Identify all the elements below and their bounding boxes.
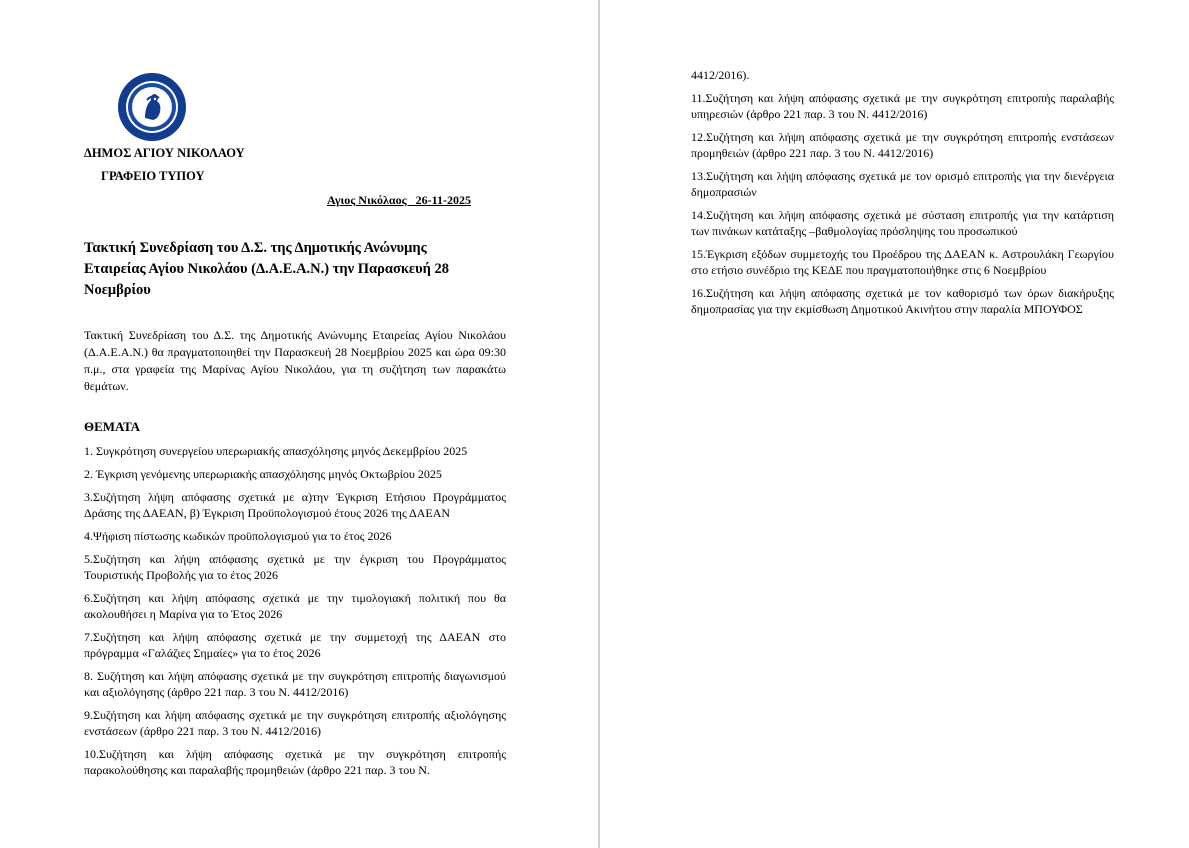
- topic-item: 14.Συζήτηση και λήψη απόφασης σχετικά με σύσταση επιτροπής για την κατάρτιση των πινάκων κατάταξης –βαθμολογίας πρόσληψης του προσωπικού: [691, 208, 1114, 238]
- place-date: Αγιος Νικόλαος 26-11-2025: [327, 193, 471, 207]
- office-name: ΓΡΑΦΕΙΟ ΤΥΠΟΥ: [101, 169, 205, 183]
- announcement-title: Τακτική Συνεδρίαση του Δ.Σ. της Δημοτικής Ανώνυμης Εταιρείας Αγίου Νικολάου (Δ.Α.Ε.Α.Ν.) την Παρασκευή 28 Νοεμβρίου: [84, 240, 449, 298]
- topics-heading: ΘΕΜΑΤΑ: [84, 419, 140, 434]
- topic-item: 13.Συζήτηση και λήψη απόφασης σχετικά με τον ορισμό επιτροπής για την διενέργεια δημοπρασιών: [691, 169, 1114, 199]
- topic-item: 10.Συζήτηση και λήψη απόφασης σχετικά με την συγκρότηση επιτροπής παρακολούθησης και παραλαβής προμηθειών (άρθρο 221 παρ. 3 του Ν.: [84, 747, 506, 777]
- topics-list-left: [84, 443, 506, 785]
- topic-item: 15.Έγκριση εξόδων συμμετοχής του Προέδρου της ΔΑΕΑΝ κ. Αστρουλάκη Γεωργίου στο ετήσιο συνέδριο της ΚΕΔΕ που πραγματοποιήθηκε στις 6 Νοεμβρίου: [691, 247, 1114, 277]
- topic-item: 7.Συζήτηση και λήψη απόφασης σχετικά με την συμμετοχή της ΔΑΕΑΝ στο πρόγραμμα «Γαλάζιες Σημαίες» για το έτος 2026: [84, 630, 506, 660]
- topic-item: 16.Συζήτηση και λήψη απόφασης σχετικά με τον καθορισμό των όρων διακήρυξης δημοπρασίας για την εκμίσθωση Δημοτικού Ακινήτου στην παραλία ΜΠΟΥΦΟΣ: [691, 286, 1114, 316]
- topic-item: 12.Συζήτηση και λήψη απόφασης σχετικά με την συγκρότηση επιτροπής ενστάσεων προμηθειών (άρθρο 221 παρ. 3 του Ν. 4412/2016): [691, 130, 1114, 160]
- topic-item: 2. Έγκριση γενόμενης υπερωριακής απασχόλησης μηνός Οκτωβρίου 2025: [84, 467, 442, 481]
- topics-list-right: [691, 67, 1114, 324]
- topic-item: 6.Συζήτηση και λήψη απόφασης σχετικά με την τιμολογιακή πολιτική που θα ακολουθήσει η Μαρίνα για το Έτος 2026: [84, 591, 506, 621]
- intro-paragraph: Τακτική Συνεδρίαση του Δ.Σ. της Δημοτικής Ανώνυμης Εταιρείας Αγίου Νικολάου (Δ.Α.Ε.Α.Ν.) θα πραγματοποιηθεί την Παρασκευή 28 Νοεμβρίου 2025 και ώρα 09:30 π.μ., στα γραφεία της Μαρίνας Αγίου Νικολάου, για τη συζήτηση των παρακάτω θεμάτων.: [84, 328, 506, 393]
- topic-item: 5.Συζήτηση και λήψη απόφασης σχετικά με την έγκριση του Προγράμματος Τουριστικής Προβολής για το έτος 2026: [84, 552, 506, 582]
- topic-item: 1. Συγκρότηση συνεργείου υπερωριακής απασχόλησης μηνός Δεκεμβρίου 2025: [84, 444, 468, 458]
- topic-item: 4412/2016).: [691, 68, 750, 82]
- organization-name: ΔΗΜΟΣ ΑΓΙΟΥ ΝΙΚΟΛΑΟΥ: [84, 146, 245, 160]
- topic-item: 11.Συζήτηση και λήψη απόφασης σχετικά με την συγκρότηση επιτροπής παραλαβής υπηρεσιών (άρθρο 221 παρ. 3 του Ν. 4412/2016): [691, 91, 1114, 121]
- topic-item: 9.Συζήτηση και λήψη απόφασης σχετικά με την συγκρότηση επιτροπής αξιολόγησης ενστάσεων (άρθρο 221 παρ. 3 του Ν. 4412/2016): [84, 708, 506, 738]
- topic-item: 8. Συζήτηση και λήψη απόφασης σχετικά με την συγκρότηση επιτροπής διαγωνισμού και αξιολόγησης (άρθρο 221 παρ. 3 του Ν. 4412/2016): [84, 669, 506, 699]
- topic-item: 3.Συζήτηση λήψη απόφασης σχετικά με α)την Έγκριση Ετήσιου Προγράμματος Δράσης της ΔΑΕΑΝ, β) Έγκριση Προϋπολογισμού έτους 2026 της ΔΑΕΑΝ: [84, 490, 506, 520]
- topic-item: 4.Ψήφιση πίστωσης κωδικών προϋπολογισμού για το έτος 2026: [84, 529, 392, 543]
- municipality-logo: [117, 72, 187, 142]
